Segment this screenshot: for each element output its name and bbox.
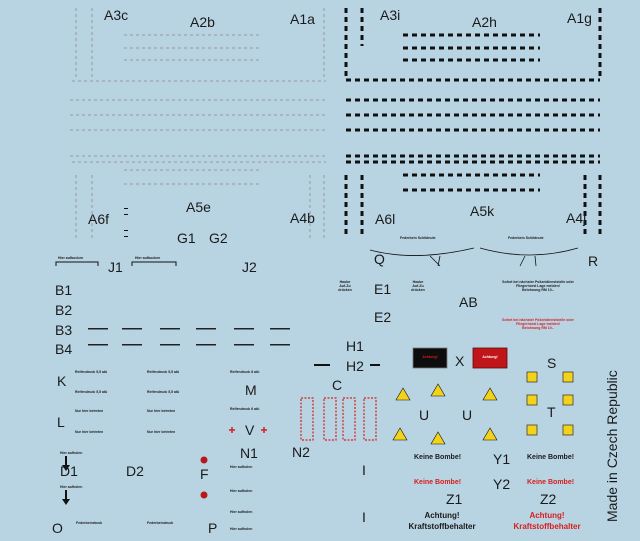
label-g1: G1 [177, 230, 196, 246]
label-u-right: U [462, 407, 473, 423]
label-b3: B3 [55, 322, 73, 338]
label-j1: J1 [108, 259, 123, 275]
label-y2: Y2 [493, 476, 511, 492]
made-in-label: Made in Czech Republic [604, 370, 620, 522]
label-a4j: A4j [566, 210, 587, 226]
label-a3i: A3i [380, 7, 401, 23]
label-h1: H1 [346, 338, 364, 354]
federbein-schild-decal: Federbein Schildnute [400, 236, 436, 240]
label-a1a: A1a [290, 11, 315, 27]
keine-bombe-decal: Keine Bombe! [414, 454, 462, 461]
label-d1: D1 [60, 463, 78, 479]
kraftstoff-decal: Achtung! Kraftstoffbehalter [408, 511, 476, 531]
label-ab: AB [459, 294, 478, 310]
label-e1: E1 [374, 281, 392, 297]
placard-text: Achtung! [482, 355, 498, 359]
sofort-decal-black: Sofort bei nächster Polizeidienststelle oder Fliegerhorst Lage melden! Belohnung RM 10.- [502, 280, 574, 292]
label-b4: B4 [55, 341, 73, 357]
label-b1: B1 [55, 282, 73, 298]
hier-aufholen-decal: Hier aufholen [60, 451, 83, 455]
label-i-lower: I [362, 509, 366, 525]
nur-hier-betreten-decal: Nur hier betreten [147, 430, 176, 434]
b-strip [270, 344, 290, 346]
reifendruck-decal: Reifendruck 5,5 atü [147, 390, 180, 394]
reifendruck-decal: Reifendruck 6 atü [230, 370, 260, 374]
small-g-decals [124, 208, 128, 237]
label-a5k: A5k [470, 203, 495, 219]
label-f: F [200, 466, 209, 482]
keine-bombe-decal-red: Keine Bombe! [527, 479, 575, 486]
label-a6f: A6f [88, 211, 110, 227]
label-u-left: U [419, 407, 430, 423]
label-a1g: A1g [567, 10, 592, 26]
small-bar-decal [314, 364, 330, 366]
b-strip [196, 344, 216, 346]
nur-hier-betreten-decal: Nur hier betreten [147, 409, 176, 413]
label-i-upper: I [362, 462, 366, 478]
reifendruck-decal: Reifendruck 5,5 atü [147, 370, 180, 374]
b-strip [88, 344, 108, 346]
keine-bombe-decal: Keine Bombe! [527, 454, 575, 461]
label-o: O [52, 520, 63, 536]
red-dot-decal [201, 457, 208, 464]
label-y1: Y1 [493, 451, 511, 467]
label-m: M [245, 382, 257, 398]
b-strip [270, 328, 290, 330]
label-l: L [57, 414, 65, 430]
label-n1: N1 [240, 445, 258, 461]
label-a5e: A5e [186, 199, 211, 215]
federbein-schild-decal: Federbein Schildnute [508, 236, 544, 240]
hier-aufbocken-decal: Hier aufbocken [58, 256, 84, 260]
b-strip-decals [88, 328, 290, 346]
label-a3c: A3c [104, 7, 129, 23]
nur-hier-betreten-decal: Nur hier betreten [75, 409, 104, 413]
federbeindruck-decal: Federbeindruck [76, 521, 103, 525]
label-d2: D2 [126, 463, 144, 479]
hier-aufholen-decal: Hier aufholen [230, 465, 253, 469]
label-g2: G2 [209, 230, 228, 246]
warning-triangle-decals [393, 384, 497, 444]
label-n2: N2 [292, 444, 310, 460]
sofort-decal-red: Sofort bei nächster Polizeidienststelle oder Fliegerhorst Lage melden! Belohnung RM 10.- [502, 318, 574, 330]
label-q: Q [374, 251, 385, 267]
label-t: T [547, 404, 556, 420]
label-v: V [245, 422, 255, 438]
nur-hier-betreten-decal: Nur hier betreten [75, 430, 104, 434]
label-a6l: A6l [375, 211, 396, 227]
hier-aufholen-decal: Hier aufholen [60, 485, 83, 489]
label-s: S [547, 355, 557, 371]
label-c: C [332, 377, 343, 393]
reifendruck-decal: Reifendruck 6 atü [230, 407, 260, 411]
kraftstoff-decal-red: Achtung! Kraftstoffbehalter [513, 511, 581, 531]
label-b2: B2 [55, 302, 73, 318]
label-r: R [588, 253, 599, 269]
b-strip [122, 328, 142, 330]
label-z2: Z2 [540, 491, 557, 507]
reifendruck-decal: Reifendruck 5,5 atü [75, 390, 108, 394]
b-strip [160, 344, 180, 346]
label-p: P [208, 520, 218, 536]
small-bar-decal [370, 364, 380, 366]
placard-text: Achtung! [422, 355, 438, 359]
label-e2: E2 [374, 309, 392, 325]
label-a4b: A4b [290, 210, 315, 226]
haube-decal: Haube Auf-Zu drücken [411, 280, 425, 292]
hier-aufholen-decal: Hier aufholen [230, 527, 253, 531]
b-strip [160, 328, 180, 330]
fuel-gauge-decals [370, 248, 578, 266]
red-dot-decal [201, 492, 208, 499]
reifendruck-decal: Reifendruck 5,5 atü [75, 370, 108, 374]
red-frame-decals [301, 398, 376, 440]
keine-bombe-decal-red: Keine Bombe! [414, 479, 462, 486]
b-strip [122, 344, 142, 346]
b-strip [234, 328, 254, 330]
label-a2b: A2b [190, 14, 215, 30]
label-z1: Z1 [446, 491, 463, 507]
hier-aufholen-decal: Hier aufholen [230, 489, 253, 493]
label-k: K [57, 373, 67, 389]
haube-decal: Haube Auf-Zu drücken [338, 280, 352, 292]
b-strip [234, 344, 254, 346]
hier-aufbocken-decal: Hier aufbocken [135, 256, 161, 260]
hier-aufholen-decal: Hier aufholen [230, 510, 253, 514]
label-h2: H2 [346, 358, 364, 374]
label-x: X [455, 353, 465, 369]
b-strip [196, 328, 216, 330]
b-strip [88, 328, 108, 330]
label-a2h: A2h [472, 14, 497, 30]
federbeindruck-decal: Federbeindruck [147, 521, 174, 525]
label-j2: J2 [242, 259, 257, 275]
